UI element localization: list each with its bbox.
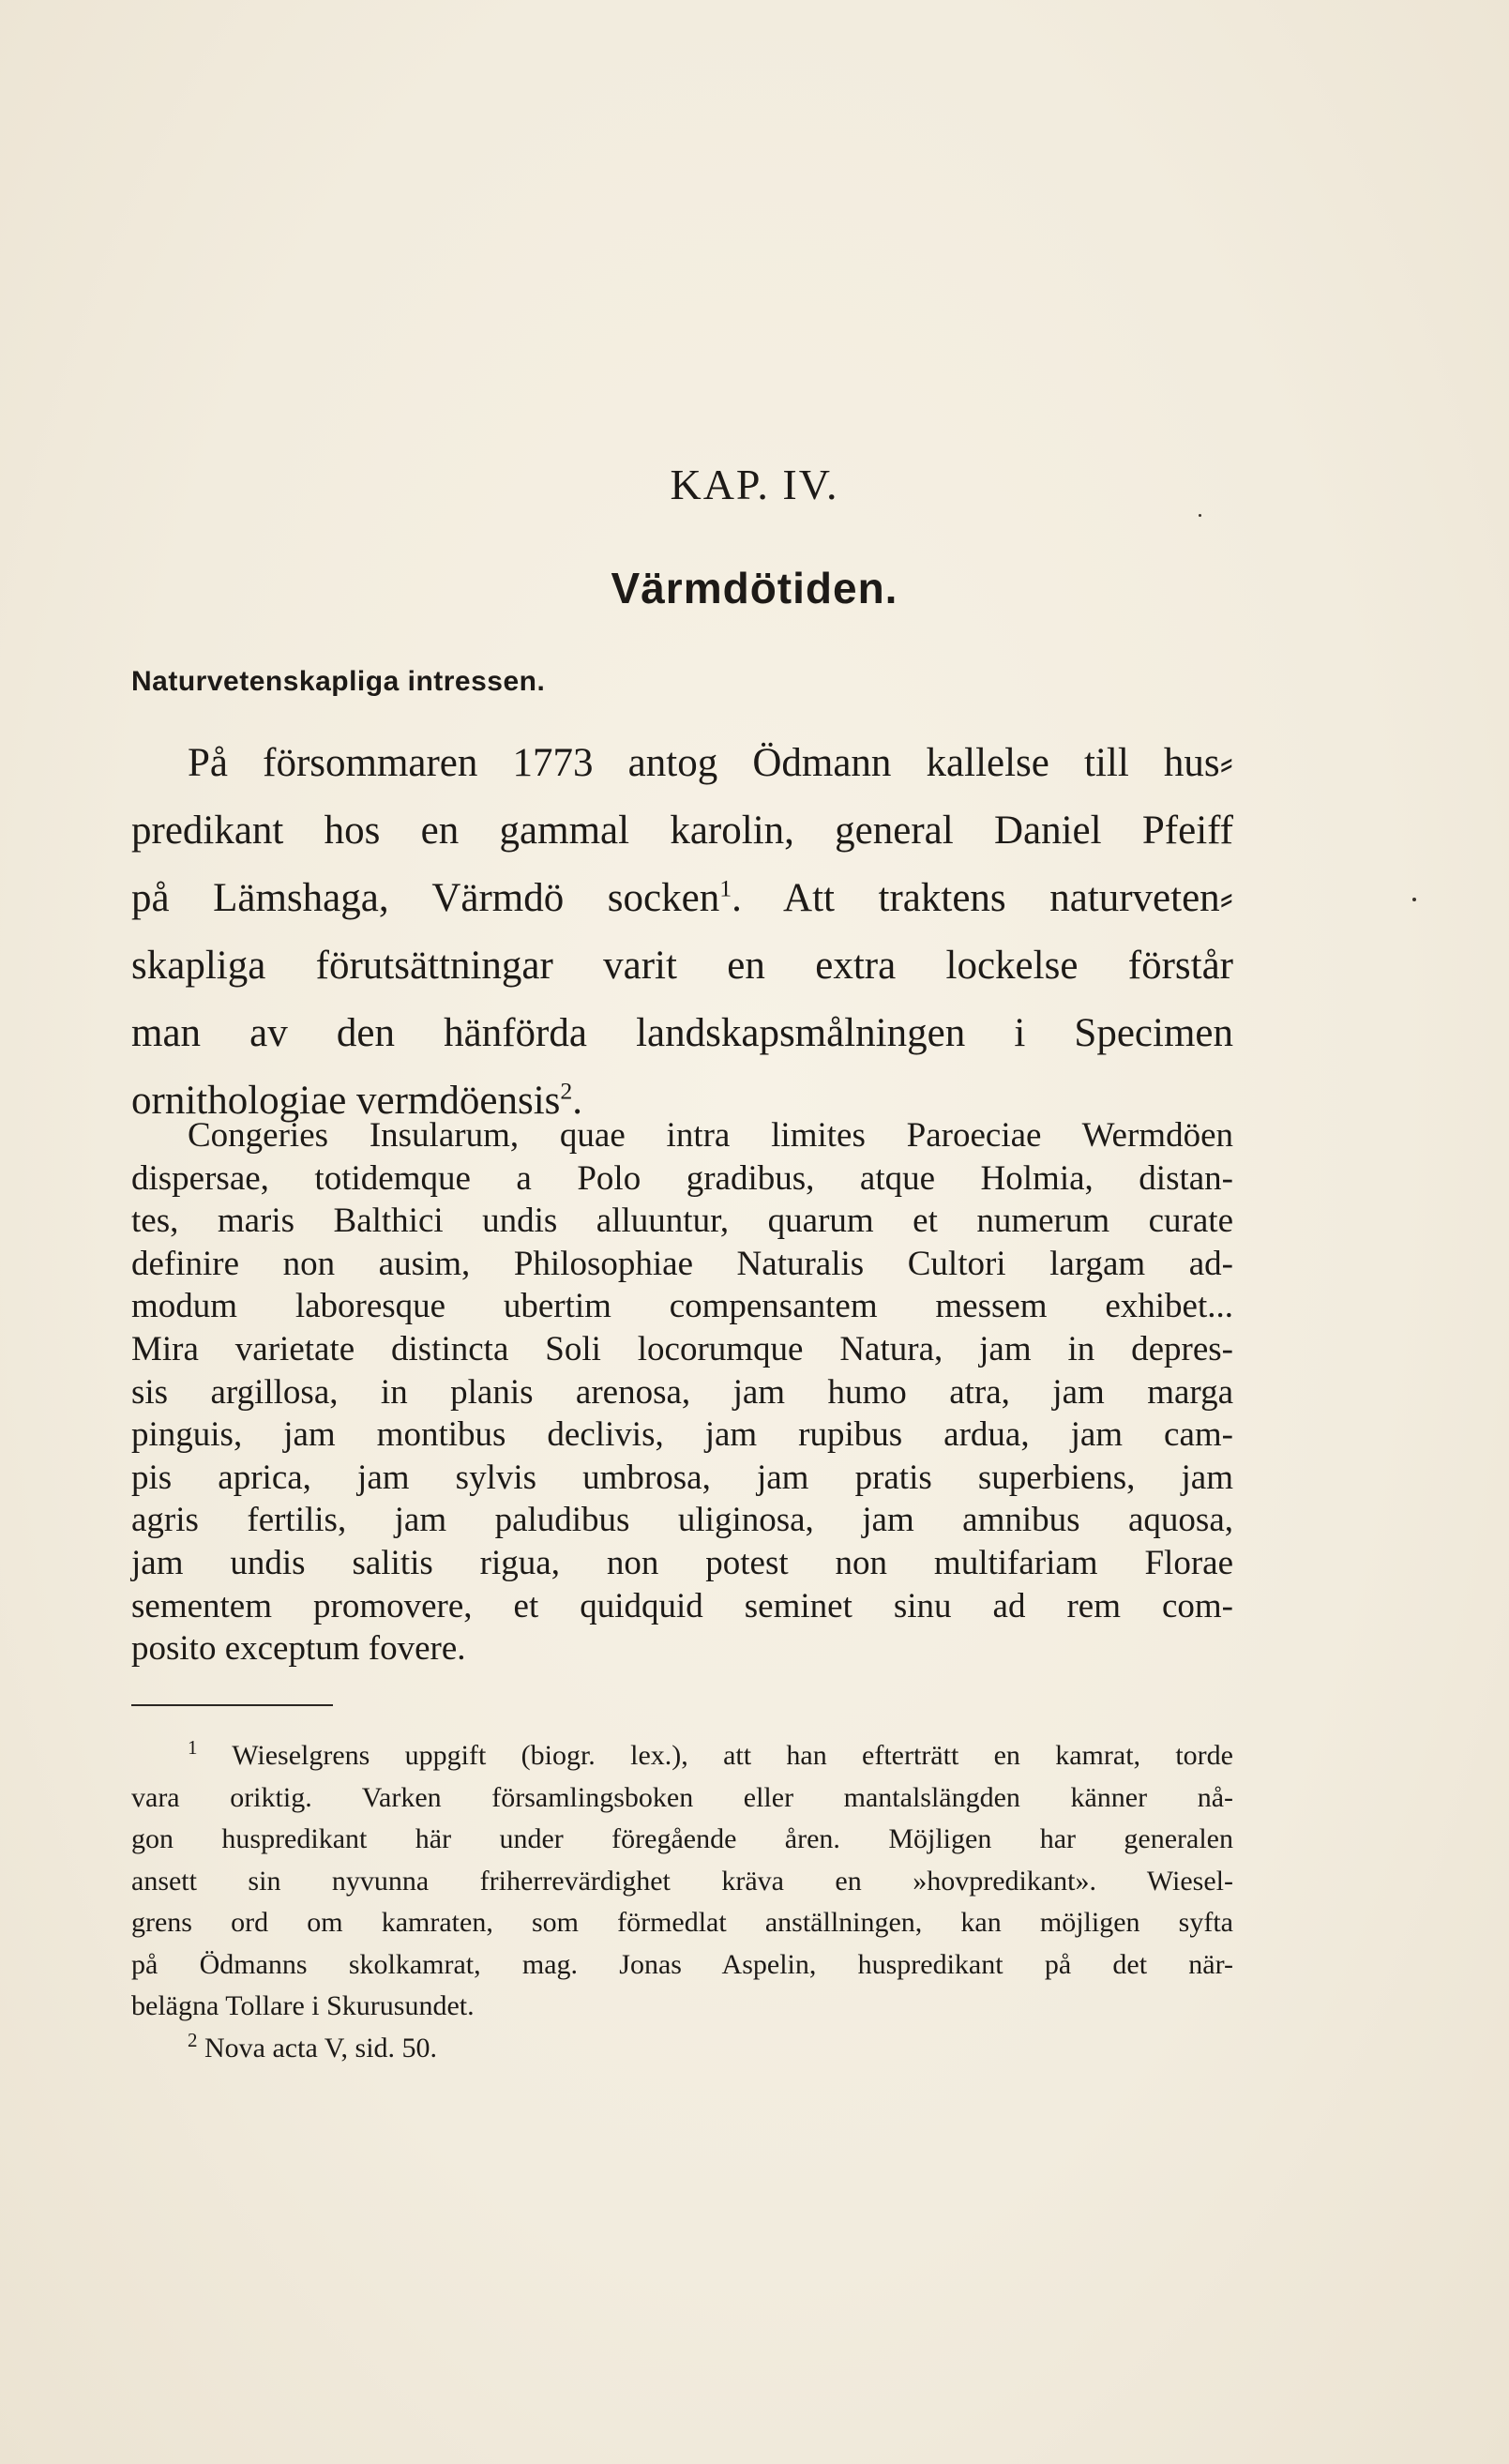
- text-line: på Lämshaga, Värmdö socken$^1$. Att traktens naturveten⸗: [131, 874, 1233, 920]
- text-line: skapliga förutsättningar varit en extra lockelse förstår: [131, 944, 1233, 988]
- quote-line: dispersae, totidemque a Polo gradibus, atque Holmia, distan-: [131, 1158, 1233, 1198]
- footnote-line: grens ord om kamraten, som förmedlat anställningen, kan möjligen syfta: [131, 1907, 1233, 1938]
- footnote-line: vara oriktig. Varken församlingsboken eller mantalslängden känner nå-: [131, 1781, 1233, 1813]
- body-paragraph: [131, 730, 1233, 1135]
- quote-line: posito exceptum fovere.: [131, 1629, 466, 1669]
- footnote-number: 2: [188, 2028, 198, 2051]
- text-line: På försommaren 1773 antog Ödmann kallelse till hus⸗: [188, 741, 1233, 785]
- footnote-line: belägna Tollare i Skurusundet.: [131, 1990, 475, 2021]
- chapter-number: KAP. IV.: [670, 461, 839, 508]
- text-line: ornithologiae vermdöensis$^2$.: [131, 1077, 583, 1123]
- chapter-title: Värmdötiden.: [611, 564, 898, 612]
- footnote-ref: 1: [719, 874, 732, 902]
- paper-speck: [1199, 514, 1201, 517]
- footnote-number: 1: [188, 1736, 198, 1759]
- quote-line: Mira varietate distincta Soli locorumque Natura, jam in depres-: [131, 1329, 1233, 1368]
- section-heading: Naturvetenskapliga intressen.: [131, 666, 546, 697]
- quote-line: modum laboresque ubertim compensantem messem exhibet...: [131, 1287, 1233, 1326]
- footnote-line: $^1$ Wieselgrens uppgift (biogr. lex.), att han efterträtt en kamrat, torde: [188, 1736, 1233, 1771]
- quote-line: sis argillosa, in planis arenosa, jam humo atra, jam marga: [131, 1372, 1233, 1412]
- quote-line: agris fertilis, jam paludibus uliginosa, jam amnibus aquosa,: [131, 1501, 1233, 1540]
- quote-line: tes, maris Balthici undis alluuntur, quarum et numerum curate: [131, 1202, 1233, 1241]
- footnote-line: $^2$ Nova acta V, sid. 50.: [188, 2028, 438, 2063]
- text-line: predikant hos en gammal karolin, general Daniel Pfeiff: [131, 809, 1233, 853]
- footnote-line: på Ödmanns skolkamrat, mag. Jonas Aspelin, huspredikant på det när-: [131, 1948, 1233, 1980]
- footnote-divider: [131, 1704, 333, 1706]
- latin-quotation: [131, 1114, 1233, 1670]
- quote-line: definire non ausim, Philosophiae Naturalis Cultori largam ad-: [131, 1244, 1233, 1283]
- paper-speck: [1412, 898, 1416, 901]
- footnote-line: gon huspredikant här under föregående åren. Möjligen har generalen: [131, 1823, 1233, 1854]
- footnote-ref: 2: [560, 1077, 573, 1105]
- quote-line: sementem promovere, et quidquid seminet sinu ad rem com-: [131, 1586, 1233, 1625]
- quote-line: Congeries Insularum, quae intra limites Paroeciae Wermdöen: [188, 1116, 1233, 1155]
- footnote-line: ansett sin nyvunna friherrevärdighet kräva en »hovpredikant». Wiesel-: [131, 1865, 1233, 1897]
- quote-line: jam undis salitis rigua, non potest non multifariam Florae: [131, 1543, 1233, 1582]
- footnotes: [131, 1735, 1233, 2069]
- quote-line: pinguis, jam montibus declivis, jam rupibus ardua, jam cam-: [131, 1415, 1233, 1455]
- text-line: man av den hänförda landskapsmålningen i Specimen: [131, 1011, 1233, 1055]
- quote-line: pis aprica, jam sylvis umbrosa, jam pratis superbiens, jam: [131, 1458, 1233, 1497]
